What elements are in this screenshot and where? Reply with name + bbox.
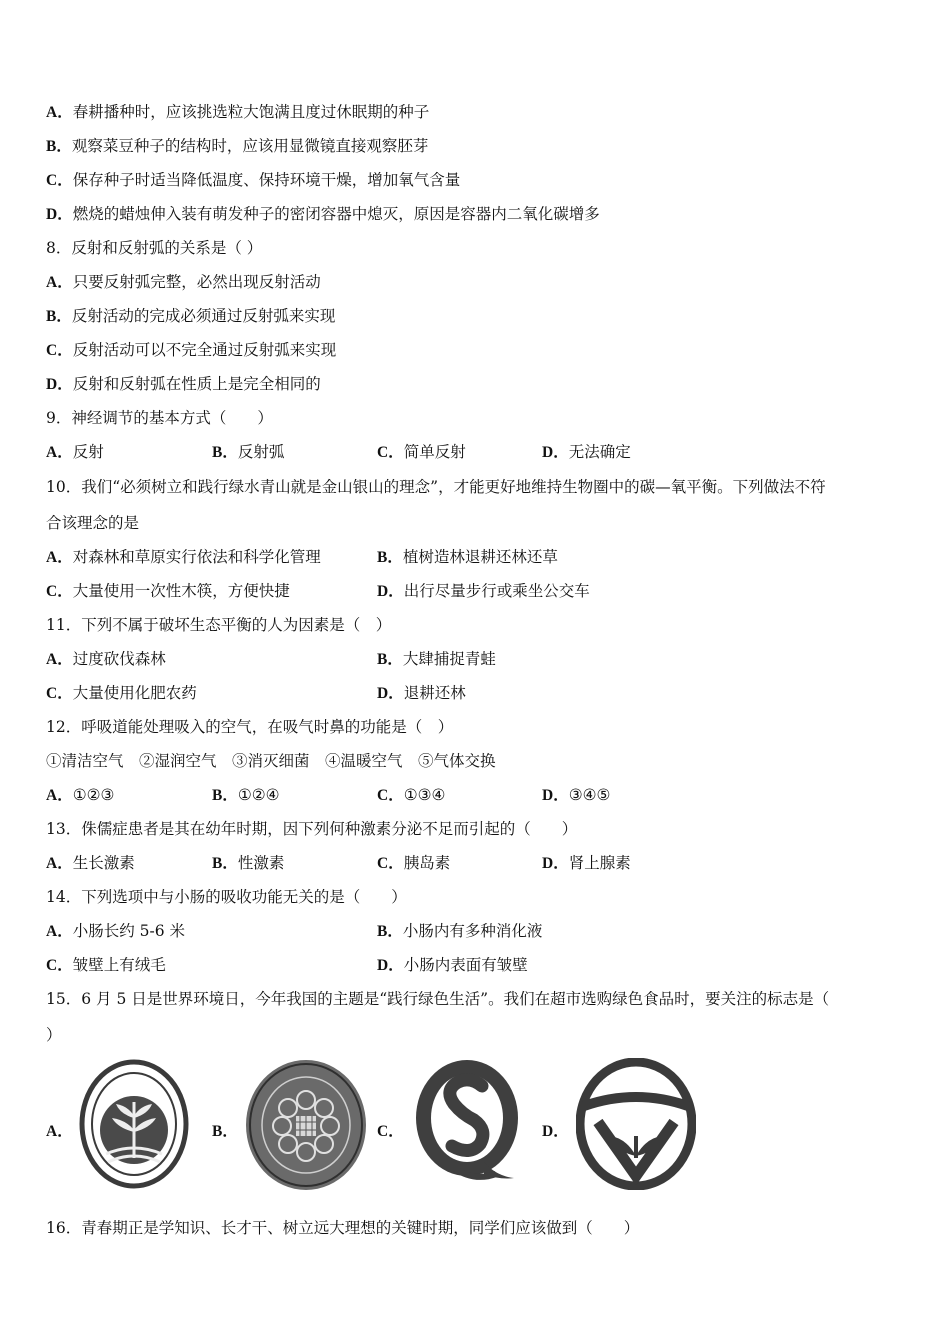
q12-option-c [377,785,445,806]
option-label: B． [46,308,72,325]
option-label: C． [46,172,73,189]
q7-option-a [46,102,429,123]
option-text: 无法确定 [568,443,631,461]
option-label: B． [46,138,72,155]
q8-stem: 8．反射和反射弧的关系是（ ） [46,239,263,257]
qs-logo-icon [414,1058,520,1186]
q15-option-a-label: A． [46,1123,73,1140]
q10-option-c [46,581,290,602]
q14-stem: 14．下列选项中与小肠的吸收功能无关的是（ ） [46,888,407,906]
q7-option-c [46,170,460,191]
q10-option-d [377,581,590,602]
option-label: B． [212,444,238,461]
option-label: D． [46,206,73,223]
option-text: ①②④ [237,786,280,804]
option-text: 简单反射 [403,443,466,461]
q13-option-d [542,853,631,874]
option-text: 对森林和草原实行依法和科学化管理 [72,548,321,566]
q11-stem: 11．下列不属于破坏生态平衡的人为因素是（ ） [46,616,392,634]
q12-stem: 12．呼吸道能处理吸入的空气，在吸气时鼻的功能是（ ） [46,718,454,736]
option-text: 观察菜豆种子的结构时，应该用显微镜直接观察胚芽 [71,137,429,155]
q14-option-d [377,955,528,976]
q15-option-d-label: D． [542,1123,569,1140]
option-label: A． [46,855,73,872]
option-label: B． [212,855,238,872]
q13-stem: 13．侏儒症患者是其在幼年时期，因下列何种激素分泌不足而引起的（ ） [46,820,578,838]
option-text: 燃烧的蜡烛伸入装有萌发种子的密闭容器中熄灭，原因是容器内二氧化碳增多 [72,205,600,223]
q9-stem: 9．神经调节的基本方式（ ） [46,409,273,427]
option-text: 植树造林退耕还林还草 [402,548,558,566]
q10-option-b [377,547,558,568]
option-label: B． [377,651,403,668]
option-text: ③④⑤ [568,786,611,804]
q16-stem: 16．青春期正是学知识、长才干、树立远大理想的关键时期，同学们应该做到（ ） [46,1219,640,1237]
q14-option-b [377,921,542,942]
option-label: C． [377,444,404,461]
option-text: 过度砍伐森林 [72,650,166,668]
option-label: C． [46,685,73,702]
q8-option-b [46,306,335,327]
option-text: 大肆捕捉青蛙 [402,650,496,668]
option-text: ①②③ [72,786,115,804]
q15-stem-line-2: ） [46,1026,62,1044]
option-label: D． [377,685,404,702]
option-label: D． [542,855,569,872]
option-text: 性激素 [237,854,285,872]
q12-option-d [542,785,610,806]
option-text: 退耕还林 [403,684,466,702]
q8-option-c [46,340,336,361]
option-text: 大量使用化肥农药 [72,684,197,702]
q13-option-b [212,853,284,874]
option-text: 只要反射弧完整，必然出现反射活动 [72,273,321,291]
q9-option-a [46,442,104,463]
q13-option-a [46,853,135,874]
option-label: C． [377,787,404,804]
option-text: 小肠内有多种消化液 [402,922,543,940]
option-text: 反射弧 [237,443,285,461]
option-label: D． [377,583,404,600]
option-text: 反射和反射弧在性质上是完全相同的 [72,375,321,393]
q8-option-d [46,374,321,395]
q10-stem-line-2: 合该理念的是 [46,514,140,532]
option-label: C． [377,855,404,872]
option-label: A． [46,549,73,566]
option-text: 肾上腺素 [568,854,631,872]
option-text: 大量使用一次性木筷，方便快捷 [72,582,290,600]
option-label: C． [46,342,73,359]
q9-option-b [212,442,284,463]
option-text: 保存种子时适当降低温度、保持环境干燥，增加氧气含量 [72,171,461,189]
option-text: 小肠长约 5-6 米 [72,922,186,940]
q7-option-b [46,136,428,157]
option-label: C． [46,957,73,974]
option-label: C． [46,583,73,600]
q12-option-a [46,785,114,806]
option-label: D． [542,444,569,461]
q9-option-d [542,442,631,463]
option-label: A． [46,787,73,804]
option-label: B． [377,549,403,566]
option-text: 反射活动的完成必须通过反射弧来实现 [71,307,336,325]
option-text: 反射 [72,443,104,461]
option-text: 胰岛素 [403,854,451,872]
option-label: A． [46,274,73,291]
organic-food-logo-icon [244,1058,368,1192]
q15-option-b-label: B． [212,1123,238,1140]
option-text: 小肠内表面有皱壁 [403,956,528,974]
q15-stem-line-1: 15．6 月 5 日是世界环境日，今年我国的主题是“践行绿色生活”。我们在超市选购绿色食品时，要关注的标志是（ [46,990,830,1008]
option-label: A． [46,651,73,668]
q11-option-b [377,649,496,670]
q8-option-a [46,272,321,293]
q11-option-d [377,683,466,704]
option-label: D． [46,376,73,393]
q13-option-c [377,853,450,874]
option-label: D． [542,787,569,804]
green-food-logo-icon [78,1058,190,1190]
option-label: A． [46,444,73,461]
q11-option-c [46,683,197,704]
q7-option-d [46,204,600,225]
q14-option-a [46,921,185,942]
q9-option-c [377,442,466,463]
option-text: 反射活动可以不完全通过反射弧来实现 [72,341,337,359]
option-label: A． [46,923,73,940]
option-label: B． [377,923,403,940]
option-text: 皱壁上有绒毛 [72,956,166,974]
q15-option-c-label: C． [377,1123,404,1140]
q11-option-a [46,649,166,670]
q10-stem-line-1: 10．我们“必须树立和践行绿水青山就是金山银山的理念”，才能更好地维持生物圈中的碳—氧平衡。下列做法不符 [46,478,826,496]
q12-items: ①清洁空气 ②湿润空气 ③消灭细菌 ④温暖空气 ⑤气体交换 [46,752,496,770]
option-text: 春耕播种时，应该挑选粒大饱满且度过休眠期的种子 [72,103,430,121]
option-text: 出行尽量步行或乘坐公交车 [403,582,590,600]
q12-option-b [212,785,280,806]
option-label: A． [46,104,73,121]
option-text: 生长激素 [72,854,135,872]
option-label: B． [212,787,238,804]
q14-option-c [46,955,166,976]
china-environmental-label-icon [576,1058,696,1190]
option-label: D． [377,957,404,974]
option-text: ①③④ [403,786,446,804]
q10-option-a [46,547,321,568]
